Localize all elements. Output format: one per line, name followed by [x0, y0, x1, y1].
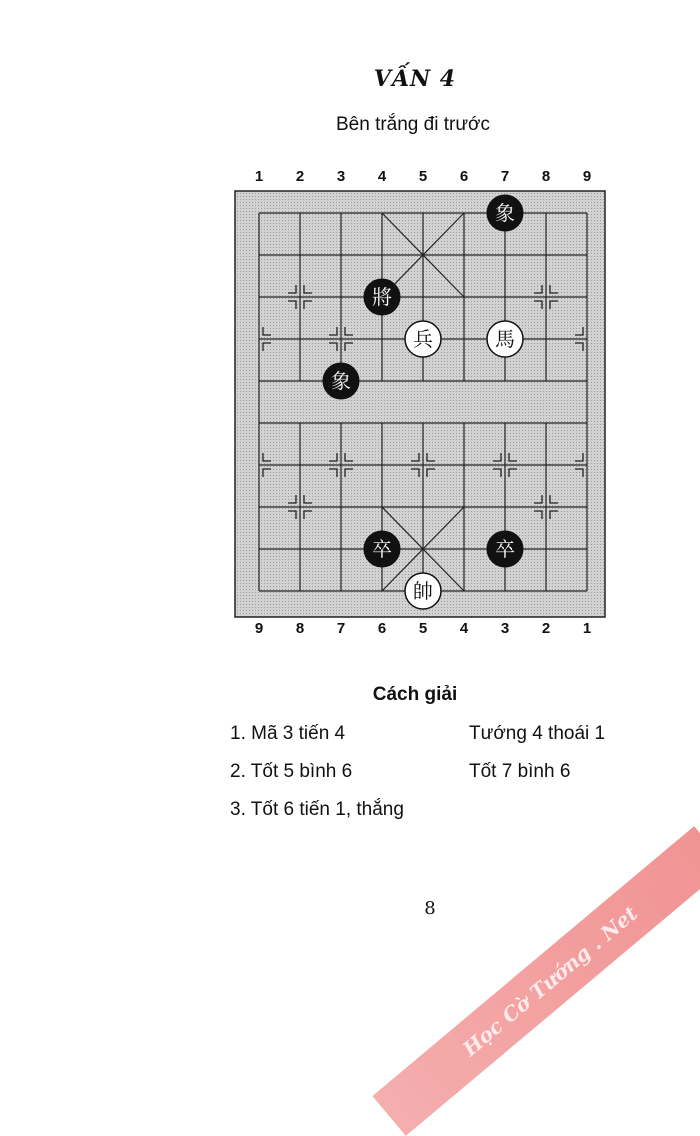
file-number: 4 — [377, 168, 387, 185]
file-number: 1 — [582, 620, 592, 637]
piece-label: 馬 — [495, 327, 515, 351]
file-number: 1 — [254, 168, 264, 185]
black-move: Tướng 4 thoái 1 — [469, 723, 606, 744]
xiangqi-board — [234, 190, 606, 618]
file-number: 5 — [418, 168, 428, 185]
page-subtitle: Bên trắng đi trước — [335, 114, 491, 135]
file-number: 7 — [500, 168, 510, 185]
file-number: 8 — [541, 168, 551, 185]
piece-label: 象 — [331, 369, 351, 393]
file-number: 3 — [336, 168, 346, 185]
white-move: 3. Tốt 6 tiến 1, thắng — [230, 799, 404, 820]
page-number: 8 — [424, 898, 436, 919]
black-move: Tốt 7 bình 6 — [469, 761, 571, 782]
file-number: 2 — [295, 168, 305, 185]
piece-label: 象 — [495, 201, 515, 225]
file-number: 3 — [500, 620, 510, 637]
piece-label: 帥 — [413, 579, 433, 603]
white-move: 2. Tốt 5 bình 6 — [230, 761, 353, 782]
piece-label: 卒 — [495, 537, 515, 561]
file-number: 7 — [336, 620, 346, 637]
file-number: 9 — [582, 168, 592, 185]
page-title: VẤN 4 — [373, 66, 457, 92]
top-file-numbers — [237, 168, 605, 190]
file-number: 9 — [254, 620, 264, 637]
bottom-file-numbers — [237, 620, 605, 642]
file-number: 5 — [418, 620, 428, 637]
file-number: 2 — [541, 620, 551, 637]
piece-label: 將 — [372, 285, 392, 309]
piece-label: 兵 — [413, 327, 433, 351]
white-move: 1. Mã 3 tiến 4 — [230, 723, 346, 744]
file-number: 6 — [459, 168, 469, 185]
file-number: 8 — [295, 620, 305, 637]
file-number: 4 — [459, 620, 469, 637]
watermark: Học Cờ Tướng . Net — [372, 826, 700, 1136]
file-number: 6 — [377, 620, 387, 637]
piece-label: 卒 — [372, 537, 392, 561]
solution-heading: Cách giải — [372, 684, 458, 705]
